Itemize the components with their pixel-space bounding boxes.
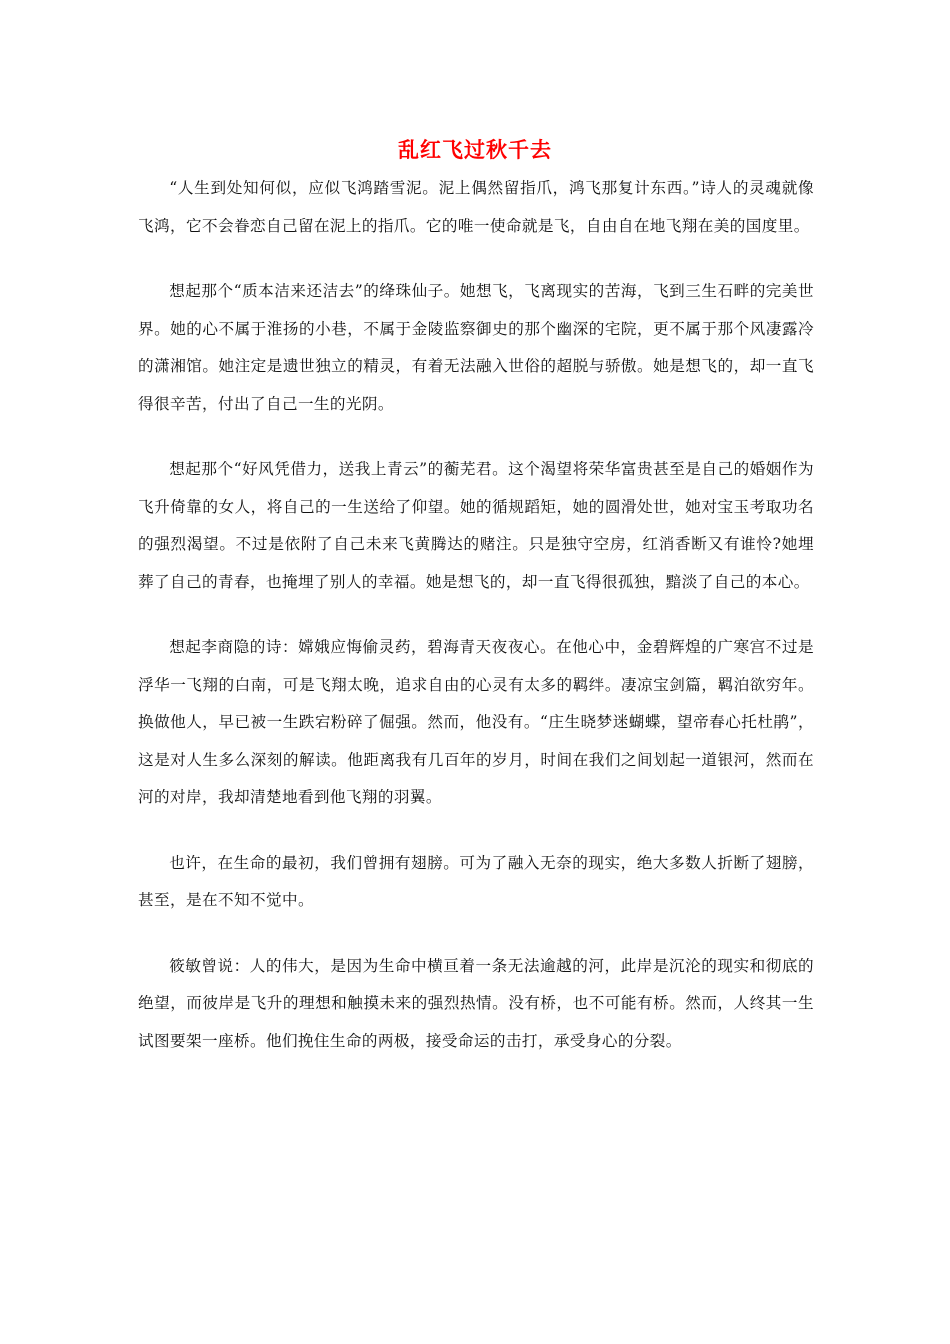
article-body [138,170,814,1088]
paragraph-5: 也许，在生命的最初，我们曾拥有翅膀。可为了融入无奈的现实，绝大多数人折断了翅膀，甚至，是在不知不觉中。 [138,853,814,909]
paragraph-1: “人生到处知何似，应似飞鸿踏雪泥。泥上偶然留指爪，鸿飞那复计东西。”诗人的灵魂就像飞鸿，它不会眷恋自己留在泥上的指爪。它的唯一使命就是飞，自由自在地飞翔在美的国度里。 [138,179,814,235]
paragraph-4: 想起李商隐的诗：嫦娥应悔偷灵药，碧海青天夜夜心。在他心中，金碧辉煌的广寒宫不过是浮华一飞翔的白南，可是飞翔太晚，追求自由的心灵有太多的羁绊。凄凉宝剑篇，羁泊欲穷年。换做他人，早已被一生跌宕粉碎了倔强。然而，他没有。“庄生晓梦迷蝴蝶，望帝春心托杜鹃”，这是对人生多么深刻的解读。他距离我有几百年的岁月，时间在我们之间划起一道银河，然而在河的对岸，我却清楚地看到他飞翔的羽翼。 [138,638,814,806]
paragraph-2: 想起那个“质本洁来还洁去”的绛珠仙子。她想飞，飞离现实的苦海，飞到三生石畔的完美世界。她的心不属于淮扬的小巷，不属于金陵监察御史的那个幽深的宅院，更不属于那个风凄露冷的潇湘馆。她注定是遗世独立的精灵，有着无法融入世俗的超脱与骄傲。她是想飞的，却一直飞得很辛苦，付出了自己一生的光阴。 [138,282,814,413]
document-title: 乱红飞过秋千去 [398,137,552,163]
paragraph-3: 想起那个“好风凭借力，送我上青云”的蘅芜君。这个渴望将荣华富贵甚至是自己的婚姻作为飞升倚靠的女人，将自己的一生送给了仰望。她的循规蹈矩，她的圆滑处世，她对宝玉考取功名的强烈渴望。不过是依附了自己未来飞黄腾达的赌注。只是独守空房，红消香断又有谁怜?她埋葬了自己的青春，也掩埋了别人的幸福。她是想飞的，却一直飞得很孤独，黯淡了自己的本心。 [138,460,814,591]
paragraph-6: 筱敏曾说：人的伟大，是因为生命中横亘着一条无法逾越的河，此岸是沉沦的现实和彻底的绝望，而彼岸是飞升的理想和触摸未来的强烈热情。没有桥，也不可能有桥。然而，人终其一生试图要架一座桥。他们挽住生命的两极，接受命运的击打，承受身心的分裂。 [138,956,814,1050]
